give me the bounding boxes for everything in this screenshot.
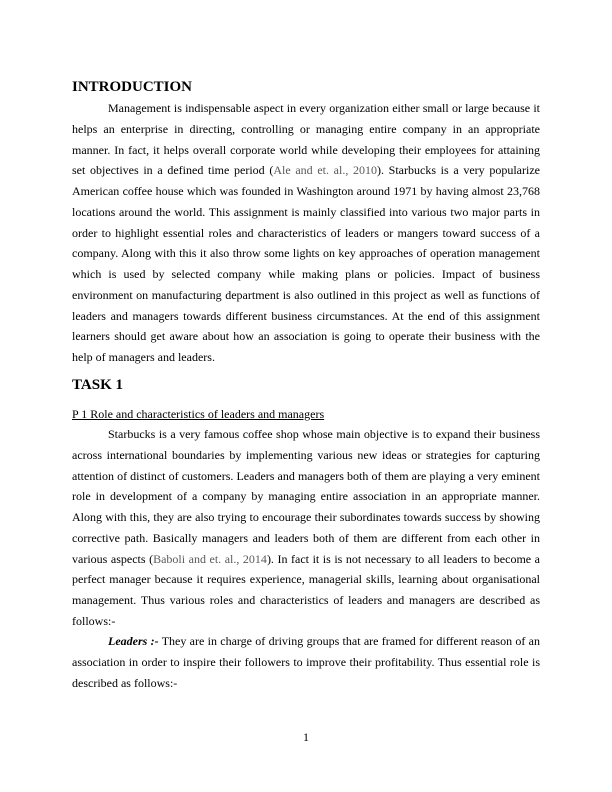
task1-text-part-1: Starbucks is a very famous coffee shop whose main objective is to expand their business across international boundaries by implementing various new ideas or strategies for capturing attention of distinct of customers. Leaders and managers both of them are playing a very eminent role in development of a company by managing entire association in an appropriate manner. Along with this, they are also trying to encourage their subordinates towards success by showing corrective path. Basically managers and leaders both of them are different from each other in various aspects (	[72, 427, 540, 566]
leaders-text: They are in charge of driving groups that are framed for different reason of an association in order to inspire their followers to improve their profitability. Thus essential role is described as follows:-	[72, 634, 540, 690]
page-number: 1	[303, 730, 309, 744]
introduction-text-part-2: ). Starbucks is a very popularize American coffee house which was founded in Washington around 1971 by having almost 23,768 locations around the world. This assignment is mainly classified into various two major parts in order to highlight essential roles and characteristics of leaders or mangers toward success of a company. Along with this it also throw some lights on key approaches of operation management which is used by selected company while making plans or policies. Impact of business environment on manufacturing department is also outlined in this project as well as functions of leaders and managers towards different business circumstances. At the end of this assignment learners should get aware about how an association is going to operate their business with the help of managers and leaders.	[72, 163, 540, 364]
task1-text-part-2: ). In fact it is is not necessary to all leaders to become a perfect manager because it requires experience, managerial skills, learning about organisational management. Thus various roles and characteristics of leaders and managers are described as follows:-	[72, 551, 540, 628]
leaders-paragraph	[72, 631, 540, 693]
task1-paragraph	[72, 424, 540, 632]
task1-subheading: P 1 Role and characteristics of leaders and managers	[72, 407, 325, 421]
citation-baboli-2014: Baboli and et. al., 2014	[153, 551, 267, 566]
introduction-text-part-1: Management is indispensable aspect in every organization either small or large because it helps an enterprise in directing, controlling or managing entire company in an appropriate manner. In fact, it helps overall corporate world while developing their employees for attaining set objectives in a defined time period (	[72, 101, 540, 178]
citation-ale-2010: Ale and et. al., 2010	[273, 163, 377, 178]
introduction-paragraph	[72, 98, 540, 368]
introduction-heading: INTRODUCTION	[72, 79, 193, 95]
task1-heading: TASK 1	[72, 377, 123, 393]
leaders-label: Leaders :-	[108, 634, 159, 648]
